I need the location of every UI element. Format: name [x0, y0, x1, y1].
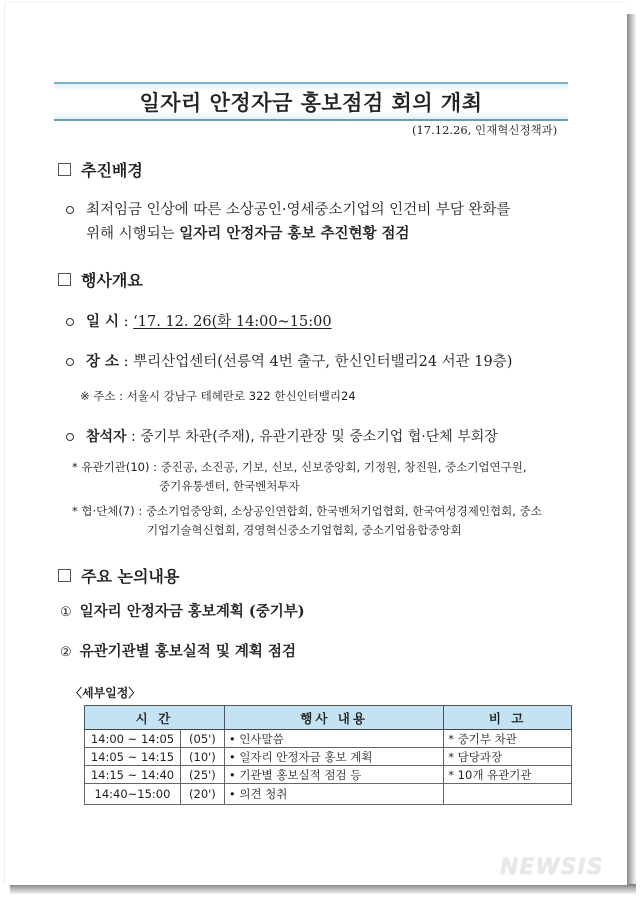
- discussion-item-2: [60, 640, 296, 661]
- circle-bullet-icon: [66, 318, 74, 326]
- time-cell: 14:05 ~ 14:15: [85, 748, 181, 766]
- content-cell: • 인사말씀: [224, 730, 443, 748]
- table-row: [85, 784, 572, 805]
- duration-cell: (10'): [180, 748, 224, 766]
- associations-line1: [72, 503, 542, 519]
- document-title: 일자리 안정자금 홍보점검 회의 개최: [139, 90, 483, 115]
- table-row: [85, 730, 572, 748]
- datetime-label: 일 시: [86, 314, 120, 330]
- background-bullet: [66, 198, 510, 219]
- page-shadow-right: [626, 14, 636, 892]
- attendees-item: [66, 426, 498, 446]
- header-note: 비 고: [444, 706, 572, 730]
- note-cell: * 10개 유관기관: [444, 766, 572, 784]
- checkbox-icon: [58, 163, 71, 176]
- duration-cell: (20'): [180, 784, 224, 805]
- circled-number-icon: ①: [60, 605, 72, 620]
- agencies-line1: [72, 459, 527, 475]
- background-bullet-line2: [86, 222, 410, 243]
- header-time: 시 간: [85, 706, 225, 730]
- circle-bullet-icon: [66, 206, 74, 214]
- circled-number-icon: ②: [60, 645, 72, 660]
- venue-label: 장 소: [86, 354, 120, 370]
- time-cell: 14:00 ~ 14:05: [85, 730, 181, 748]
- circle-bullet-icon: [66, 358, 74, 366]
- checkbox-icon: [58, 273, 71, 286]
- bullet-text-line1: 최저임금 인상에 따른 소상공인·영세중소기업의 인건비 부담 완화를: [86, 202, 511, 218]
- datetime-value: ‘17. 12. 26(화 14:00~15:00: [133, 314, 332, 330]
- associations-list: 중소기업중앙회, 소상공인연합회, 한국벤처기업협회, 한국여성경제인협회, 중소: [145, 504, 542, 518]
- section-heading-background: [58, 158, 143, 181]
- separator: :: [119, 314, 134, 330]
- agencies-list: 중진공, 소진공, 기보, 신보, 신보중앙회, 기정원, 창진원, 중소기업연구원,: [160, 460, 527, 474]
- agencies-label: * 유관기관(10) :: [72, 460, 161, 474]
- section-title: 행사개요: [81, 271, 143, 290]
- discussion-item-1: [60, 600, 305, 621]
- schedule-table: [84, 705, 572, 805]
- table-header-row: [85, 706, 572, 730]
- duration-cell: (25'): [180, 766, 224, 784]
- header-content: 행사 내용: [224, 706, 443, 730]
- page-shadow-bottom: [10, 884, 636, 894]
- separator: :: [119, 354, 134, 370]
- attendees-label: 참석자: [86, 429, 127, 445]
- table-row: [85, 766, 572, 784]
- section-heading-discussion: [58, 564, 179, 587]
- bullet-text-bold: 일자리 안정자금 홍보 추진현황 점검: [179, 225, 410, 242]
- attendees-value: 중기부 차관(주재), 유관기관장 및 중소기업 협·단체 부회장: [140, 429, 498, 445]
- content-cell: • 일자리 안정자금 홍보 계획: [224, 748, 443, 766]
- document-subtitle: (17.12.26, 인재혁신정책과): [412, 123, 558, 137]
- separator: :: [126, 429, 141, 445]
- agencies-line2: 중기유통센터, 한국벤처투자: [159, 479, 300, 493]
- circle-bullet-icon: [66, 433, 74, 441]
- schedule-caption: 〈세부일정〉: [70, 686, 141, 700]
- checkbox-icon: [58, 569, 71, 582]
- time-cell: 14:15 ~ 14:40: [85, 766, 181, 784]
- time-cell: 14:40~15:00: [85, 784, 181, 805]
- title-band: [54, 82, 568, 121]
- note-cell: * 중기부 차관: [444, 730, 572, 748]
- duration-cell: (05'): [180, 730, 224, 748]
- associations-line2: 기업기술혁신협회, 경영혁신중소기업협회, 중소기업융합중앙회: [147, 523, 462, 537]
- associations-label: * 협·단체(7) :: [72, 504, 146, 518]
- note-cell: [444, 784, 572, 805]
- discussion-item-text: 유관기관별 홍보실적 및 계획 점검: [79, 643, 296, 660]
- content-cell: • 기관별 홍보실적 점검 등: [224, 766, 443, 784]
- section-heading-overview: [58, 268, 143, 291]
- datetime-item: [66, 310, 332, 331]
- table-row: [85, 748, 572, 766]
- section-title: 추진배경: [81, 161, 143, 180]
- discussion-item-text: 일자리 안정자금 홍보계획 (중기부): [79, 603, 305, 620]
- bullet-text-plain: 위해 시행되는: [86, 226, 180, 242]
- venue-item: [66, 350, 512, 371]
- newsis-watermark-logo: NEWSIS: [500, 855, 604, 880]
- content-cell: • 의견 청취: [224, 784, 443, 805]
- address-note: ※ 주소 : 서울시 강남구 테헤란로 322 한신인터밸리24: [80, 389, 356, 403]
- section-title: 주요 논의내용: [81, 567, 180, 586]
- note-cell: * 담당과장: [444, 748, 572, 766]
- venue-value: 뿌리산업센터(선릉역 4번 출구, 한신인터밸리24 서관 19층): [133, 354, 513, 370]
